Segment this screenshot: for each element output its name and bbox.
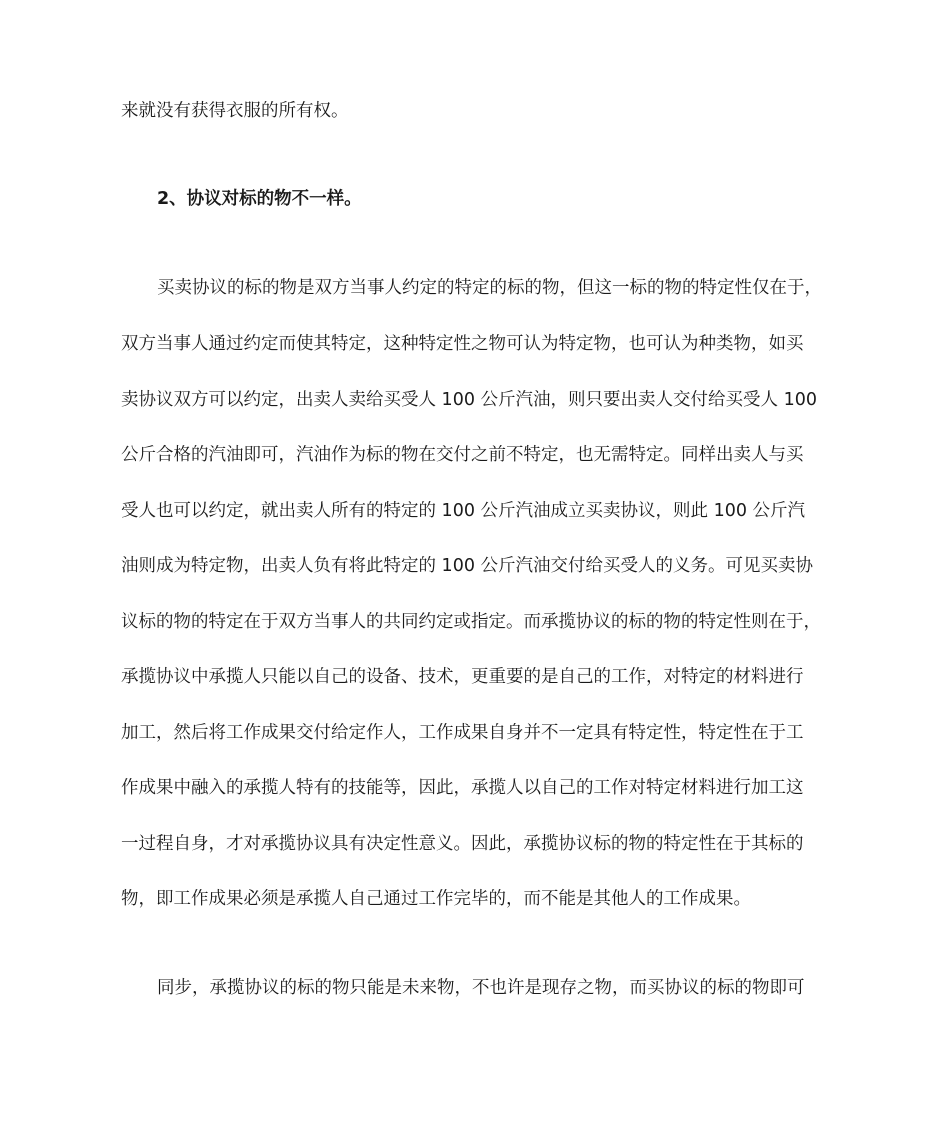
paragraph-line: 公斤合格的汽油即可，汽油作为标的物在交付之前不特定，也无需特定。同样出卖人与买 (121, 445, 804, 465)
paragraph-line: 同步，承揽协议的标的物只能是未来物，不也许是现存之物，而买协议的标的物即可 (157, 978, 805, 998)
paragraph-line: 承揽协议中承揽人只能以自己的设备、技术，更重要的是自己的工作，对特定的材料进行 (121, 667, 804, 687)
paragraph-line: 议标的物的特定在于双方当事人的共同约定或指定。而承揽协议的标的物的特定性则在于， (121, 612, 821, 632)
section-heading: 2、协议对标的物不一样。 (157, 189, 362, 209)
paragraph-line: 卖协议双方可以约定，出卖人卖给买受人 100 公斤汽油，则只要出卖人交付给买受人 100 (121, 390, 817, 410)
paragraph-line: 油则成为特定物，出卖人负有将此特定的 100 公斤汽油交付给买受人的义务。可见买卖协 (121, 556, 814, 576)
paragraph-line: 一过程自身，才对承揽协议具有决定性意义。因此，承揽协议标的物的特定性在于其标的 (121, 834, 804, 854)
paragraph-line: 双方当事人通过约定而使其特定，这种特定性之物可认为特定物，也可认为种类物，如买 (121, 334, 804, 354)
paragraph-line: 受人也可以约定，就出卖人所有的特定的 100 公斤汽油成立买卖协议，则此 100 公斤汽 (121, 501, 806, 521)
continuation-line: 来就没有获得衣服的所有权。 (121, 101, 349, 121)
paragraph-line: 作成果中融入的承揽人特有的技能等，因此，承揽人以自己的工作对特定材料进行加工这 (121, 778, 804, 798)
paragraph-line: 加工，然后将工作成果交付给定作人，工作成果自身并不一定具有特定性，特定性在于工 (121, 723, 804, 743)
paragraph-line: 物，即工作成果必须是承揽人自己通过工作完毕的，而不能是其他人的工作成果。 (121, 889, 751, 909)
paragraph-line: 买卖协议的标的物是双方当事人约定的特定的标的物，但这一标的物的特定性仅在于， (157, 278, 822, 298)
